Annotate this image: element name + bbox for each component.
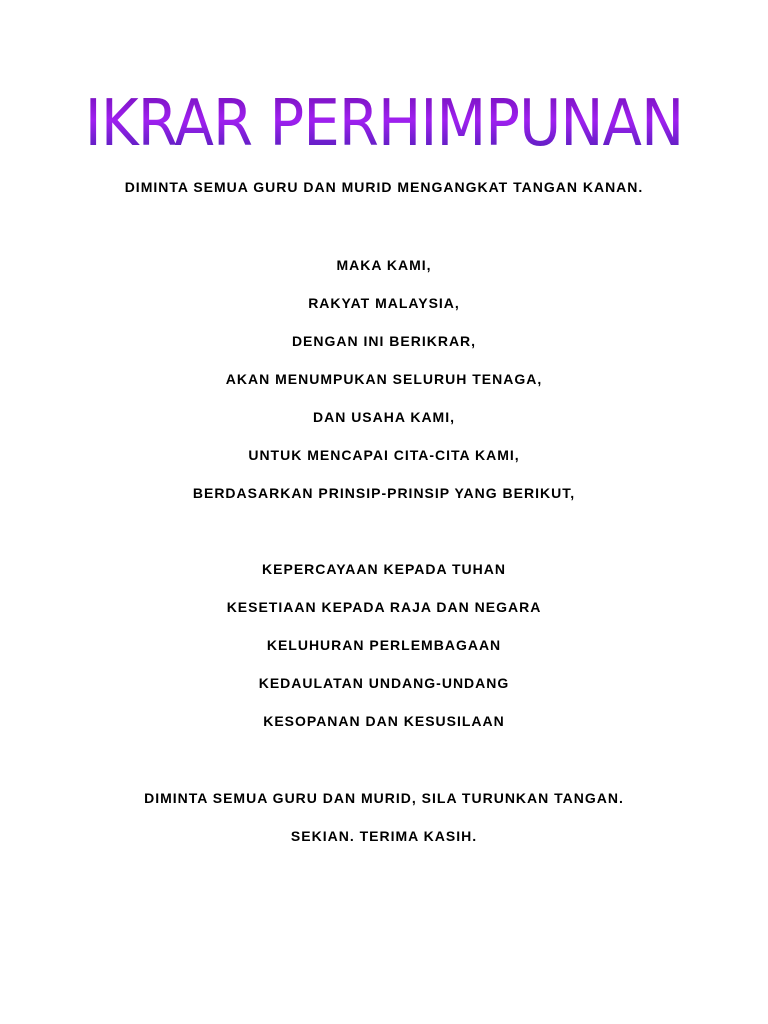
- instruction-raise-hand: DIMINTA SEMUA GURU DAN MURID MENGANGKAT TANGAN KANAN.: [124, 179, 644, 195]
- pledge-line: AKAN MENUMPUKAN SELURUH TENAGA,: [225, 371, 543, 387]
- principle-item: KEPERCAYAAN KEPADA TUHAN: [262, 561, 506, 577]
- pledge-line: MAKA KAMI,: [336, 257, 432, 273]
- page-title: IKRAR PERHIMPUNAN: [38, 84, 729, 164]
- principle-item: KELUHURAN PERLEMBAGAAN: [266, 637, 502, 653]
- principle-item: KESETIAAN KEPADA RAJA DAN NEGARA: [226, 599, 542, 615]
- principle-item: KEDAULATAN UNDANG-UNDANG: [258, 675, 510, 691]
- pledge-line: DAN USAHA KAMI,: [312, 409, 456, 425]
- pledge-line: DENGAN INI BERIKRAR,: [291, 333, 477, 349]
- pledge-line: RAKYAT MALAYSIA,: [308, 295, 460, 311]
- pledge-line: BERDASARKAN PRINSIP-PRINSIP YANG BERIKUT,: [192, 485, 576, 501]
- instruction-lower-hand: DIMINTA SEMUA GURU DAN MURID, SILA TURUNKAN TANGAN.: [144, 790, 624, 806]
- principle-item: KESOPANAN DAN KESUSILAAN: [263, 713, 505, 729]
- pledge-line: UNTUK MENCAPAI CITA-CITA KAMI,: [248, 447, 520, 463]
- closing-text: SEKIAN. TERIMA KASIH.: [290, 828, 478, 844]
